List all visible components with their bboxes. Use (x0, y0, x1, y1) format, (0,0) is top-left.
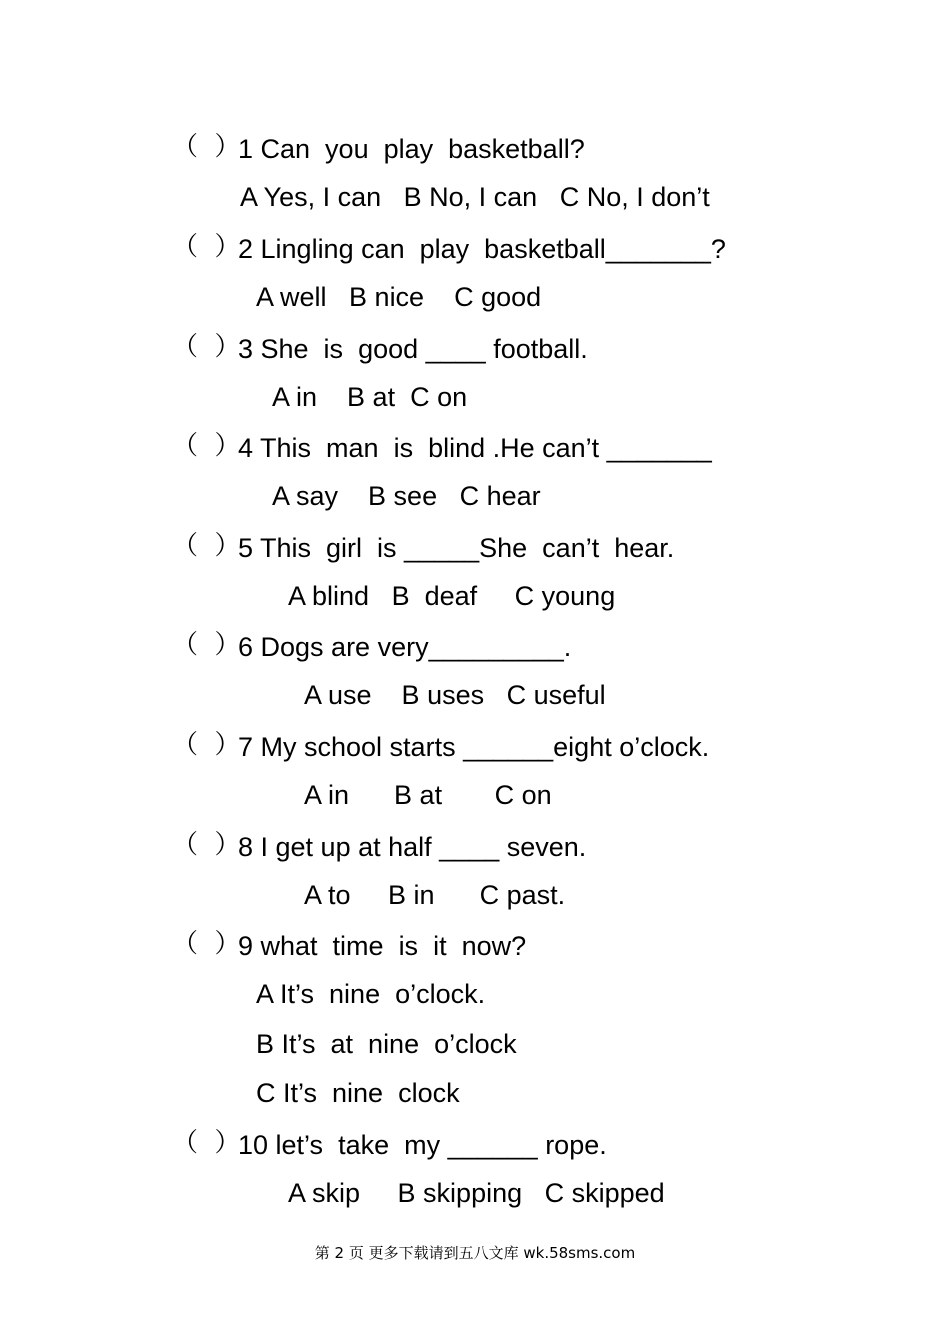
question-6-text: 6 Dogs are very_________. (238, 632, 572, 662)
question-8-options: A to B in C past. (304, 880, 566, 910)
answer-blank[interactable]: （ ） (172, 431, 241, 461)
question-7-options: A in B at C on (304, 780, 552, 810)
question-8-text: 8 I get up at half ____ seven. (238, 832, 587, 862)
answer-blank[interactable]: （ ） (172, 830, 241, 860)
question-7-text: 7 My school starts ______eight o’clock. (238, 732, 710, 762)
answer-blank[interactable]: （ ） (172, 531, 241, 561)
question-2-options: A well B nice C good (256, 282, 542, 312)
question-3-text: 3 She is good ____ football. (238, 334, 588, 364)
answer-blank[interactable]: （ ） (172, 132, 241, 162)
answer-blank[interactable]: （ ） (172, 730, 241, 760)
answer-blank[interactable]: （ ） (172, 929, 241, 959)
answer-blank[interactable]: （ ） (172, 232, 241, 262)
question-1-options: A Yes, I can B No, I can C No, I don’t (240, 182, 710, 212)
answer-blank[interactable]: （ ） (172, 630, 241, 660)
question-9-text: 9 what time is it now? (238, 931, 527, 961)
question-3-options: A in B at C on (272, 382, 468, 412)
answer-blank[interactable]: （ ） (172, 1128, 241, 1158)
question-6-options: A use B uses C useful (304, 680, 606, 710)
question-5-options: A blind B deaf C young (288, 581, 616, 611)
question-1-text: 1 Can you play basketball? (238, 134, 585, 164)
question-10-text: 10 let’s take my ______ rope. (238, 1130, 607, 1160)
question-10-options: A skip B skipping C skipped (288, 1178, 665, 1208)
question-9-option-b: B It’s at nine o’clock (256, 1029, 517, 1059)
question-4-text: 4 This man is blind .He can’t _______ (238, 433, 712, 463)
question-9-option-c: C It’s nine clock (256, 1078, 460, 1108)
question-2-text: 2 Lingling can play basketball_______? (238, 234, 726, 264)
question-4-options: A say B see C hear (272, 481, 541, 511)
page-footer: 第 2 页 更多下载请到五八文库 wk.58sms.com (314, 1244, 636, 1262)
answer-blank[interactable]: （ ） (172, 332, 241, 362)
question-9-option-a: A It’s nine o’clock. (256, 979, 486, 1009)
question-5-text: 5 This girl is _____She can’t hear. (238, 533, 675, 563)
